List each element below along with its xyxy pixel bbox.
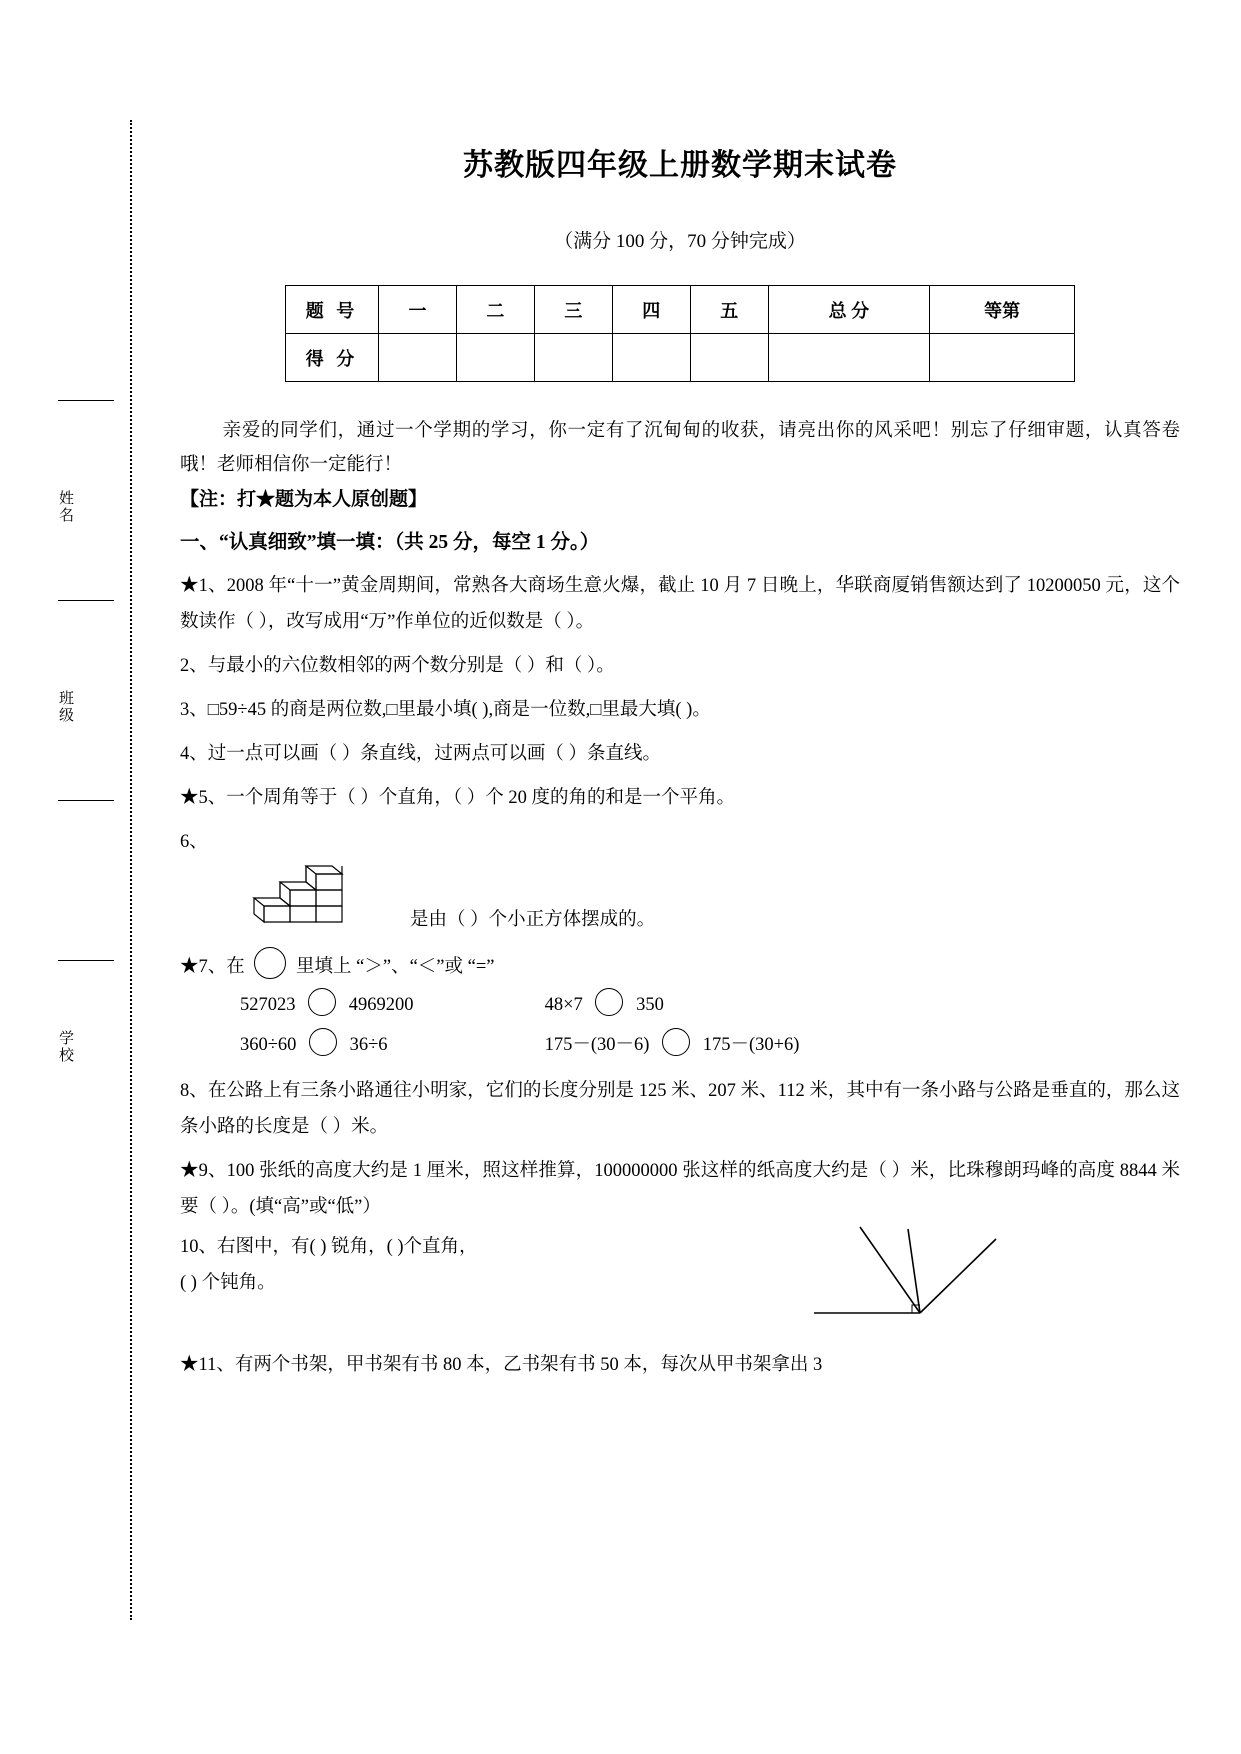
question-7-text-after: 里填上 “＞”、“＜”或 “=”	[296, 957, 495, 977]
intro-text: 亲爱的同学们，通过一个学期的学习，你一定有了沉甸甸的收获，请亮出你的风采吧！别忘了仔细审题，认真答卷哦！老师相信你一定能行！	[180, 421, 1180, 475]
original-question-note: 【注：打★题为本人原创题】	[180, 489, 428, 510]
question-2: 2、与最小的六位数相邻的两个数分别是（ ）和（ ）。	[180, 656, 615, 676]
dotted-fold-line	[130, 120, 132, 1620]
compare-right-value: 175－(30+6)	[702, 1035, 800, 1055]
question-3: 3、□59÷45 的商是两位数,□里最小填( ),商是一位数,□里最大填( )。	[180, 700, 711, 720]
class-label: 班级	[57, 690, 73, 724]
question-4: 4、过一点可以画（ ）条直线，过两点可以画（ ）条直线。	[180, 744, 662, 764]
question-7-row-1	[240, 985, 1180, 1025]
compare-right-value: 350	[636, 995, 664, 1015]
compare-pair	[545, 995, 664, 1015]
compare-left-value: 175－(30－6)	[544, 1035, 650, 1055]
exam-paper	[180, 0, 1180, 1754]
table-row	[286, 334, 1075, 382]
cube-stack-icon	[220, 860, 380, 945]
score-table-header-cell: 三	[534, 286, 612, 334]
compare-left-value: 527023	[240, 995, 296, 1015]
score-table	[285, 285, 1075, 382]
question-7-heading	[180, 947, 1180, 985]
circle-blank-icon[interactable]	[254, 947, 286, 979]
score-table-header-cell: 一	[379, 286, 457, 334]
binding-margin	[0, 0, 140, 1754]
question-7-text-before: ★7、在	[180, 957, 245, 977]
compare-left-value: 360÷60	[240, 1035, 297, 1055]
compare-right-value: 36÷6	[349, 1035, 388, 1055]
score-cell[interactable]	[534, 334, 612, 382]
question-10-block	[180, 1229, 1180, 1301]
score-cell[interactable]	[379, 334, 457, 382]
question-10-line-2: ( ) 个钝角。	[180, 1273, 276, 1293]
score-table-header-cell: 五	[690, 286, 768, 334]
compare-pair	[240, 985, 540, 1025]
score-table-header-cell: 二	[456, 286, 534, 334]
compare-pair	[545, 1035, 800, 1055]
circle-blank-icon[interactable]	[662, 1028, 690, 1056]
circle-blank-icon[interactable]	[308, 988, 336, 1016]
page-title: 苏教版四年级上册数学期末试卷	[463, 149, 897, 182]
compare-pair	[240, 1025, 540, 1065]
score-cell[interactable]	[612, 334, 690, 382]
question-11: ★11、有两个书架，甲书架有书 80 本，乙书架有书 50 本，每次从甲书架拿出 3	[180, 1355, 823, 1375]
margin-rule-3	[58, 800, 114, 801]
compare-left-value: 48×7	[544, 995, 583, 1015]
circle-blank-icon[interactable]	[309, 1028, 337, 1056]
school-label: 学校	[57, 1030, 73, 1064]
circle-blank-icon[interactable]	[595, 988, 623, 1016]
margin-rule-1	[58, 400, 114, 401]
question-6-number: 6、	[180, 832, 208, 852]
score-table-row-label: 得 分	[286, 334, 379, 382]
student-name-label: 姓名	[57, 490, 73, 524]
intro-paragraph	[180, 414, 1180, 482]
compare-right-value: 4969200	[348, 995, 414, 1015]
angles-figure-icon	[800, 1217, 1030, 1332]
margin-rule-4	[58, 960, 114, 961]
page-subtitle: （满分 100 分，70 分钟完成）	[554, 231, 806, 252]
question-5: ★5、一个周角等于（ ）个直角，（ ）个 20 度的角的和是一个平角。	[180, 788, 736, 808]
question-6-row	[180, 860, 1180, 945]
score-cell[interactable]	[768, 334, 929, 382]
question-10-line-1: 10、右图中，有( ) 锐角，( )个直角，	[180, 1237, 478, 1257]
score-cell[interactable]	[456, 334, 534, 382]
margin-rule-2	[58, 600, 114, 601]
score-table-header-cell: 题 号	[286, 286, 379, 334]
table-row	[286, 286, 1075, 334]
score-table-header-cell: 等第	[930, 286, 1075, 334]
question-7-row-2	[240, 1025, 1180, 1065]
section-heading-one: 一、“认真细致”填一填：（共 25 分，每空 1 分。）	[180, 532, 600, 553]
score-table-header-cell: 总 分	[768, 286, 929, 334]
score-cell[interactable]	[690, 334, 768, 382]
score-cell[interactable]	[930, 334, 1075, 382]
score-table-header-cell: 四	[612, 286, 690, 334]
question-8: 8、在公路上有三条小路通往小明家，它们的长度分别是 125 米、207 米、112 米，其中有一条小路与公路是垂直的，那么这条小路的长度是（ ）米。	[180, 1081, 1180, 1137]
question-1: ★1、2008 年“十一”黄金周期间，常熟各大商场生意火爆，截止 10 月 7 日晚上，华联商厦销售额达到了 10200050 元，这个数读作（ ），改写成用“万”作单位的近似数是（ ）。	[180, 576, 1180, 632]
question-6-text: 是由（ ）个小正方体摆成的。	[410, 910, 656, 930]
question-9: ★9、100 张纸的高度大约是 1 厘米，照这样推算，100000000 张这样的纸高度大约是（ ）米，比珠穆朗玛峰的高度 8844 米要（ ）。(填“高”或“低”）	[180, 1161, 1180, 1217]
